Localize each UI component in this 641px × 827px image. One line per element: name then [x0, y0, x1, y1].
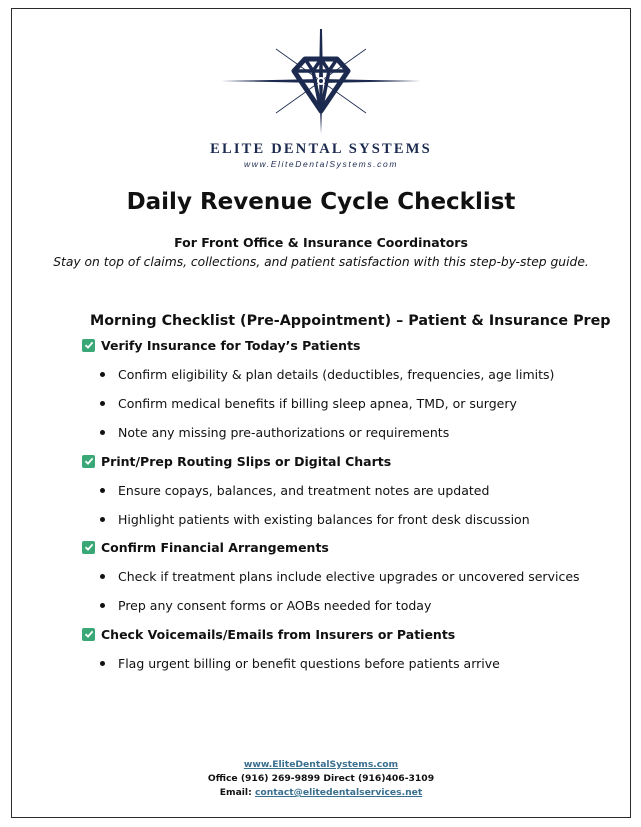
checklist-group-label: Confirm Financial Arrangements — [101, 539, 329, 555]
checkmark-icon — [82, 339, 95, 352]
bullet-icon — [100, 517, 105, 522]
list-item — [100, 654, 500, 672]
email-label: Email: — [219, 787, 255, 798]
bullet-icon — [100, 488, 105, 493]
company-name: ELITE DENTAL SYSTEMS — [210, 141, 432, 157]
checklist-group-verify-insurance — [82, 336, 360, 354]
diamond-star-logo-icon — [221, 29, 421, 134]
checklist-group-label: Print/Prep Routing Slips or Digital Charts — [101, 453, 392, 469]
checklist-group-financial-arrangements — [82, 538, 329, 556]
section-heading: Morning Checklist (Pre-Appointment) – Patient & Insurance Prep — [90, 313, 611, 329]
document-page — [11, 8, 631, 818]
list-item-text: Flag urgent billing or benefit questions before patients arrive — [118, 655, 500, 671]
email-link[interactable]: contact@elitedentalservices.net — [254, 787, 423, 798]
checkmark-icon — [82, 541, 95, 554]
website-link[interactable]: www.EliteDentalSystems.com — [243, 759, 399, 770]
footer-phones: Office (916) 269-9899 Direct (916)406-3109 — [207, 773, 435, 784]
list-item — [100, 481, 489, 499]
checklist-group-routing-slips — [82, 452, 391, 470]
bullet-icon — [100, 603, 105, 608]
list-item-text: Ensure copays, balances, and treatment notes are updated — [118, 482, 490, 498]
audience-subtitle: For Front Office & Insurance Coordinators — [174, 235, 468, 250]
list-item — [100, 596, 431, 614]
list-item-text: Note any missing pre-authorizations or requirements — [118, 424, 450, 440]
page-title: Daily Revenue Cycle Checklist — [126, 189, 516, 215]
checkmark-icon — [82, 455, 95, 468]
list-item-text: Check if treatment plans include elective upgrades or uncovered services — [118, 568, 580, 584]
list-item — [100, 365, 554, 383]
list-item — [100, 510, 530, 528]
bullet-icon — [100, 661, 105, 666]
checkmark-icon — [82, 628, 95, 641]
footer-website — [12, 759, 630, 770]
logo — [12, 29, 630, 134]
checklist-group-label: Verify Insurance for Today’s Patients — [101, 337, 361, 353]
list-item-text: Confirm medical benefits if billing sleep apnea, TMD, or surgery — [118, 395, 517, 411]
bullet-icon — [100, 430, 105, 435]
footer-email — [12, 787, 630, 798]
list-item-text: Confirm eligibility & plan details (deductibles, frequencies, age limits) — [118, 366, 555, 382]
list-item — [100, 423, 449, 441]
tagline: Stay on top of claims, collections, and patient satisfaction with this step-by-step guide. — [53, 255, 589, 269]
list-item — [100, 394, 517, 412]
company-url: www.EliteDentalSystems.com — [243, 159, 399, 169]
checklist-group-label: Check Voicemails/Emails from Insurers or Patients — [101, 626, 456, 642]
bullet-icon — [100, 574, 105, 579]
list-item-text: Prep any consent forms or AOBs needed for today — [118, 597, 432, 613]
list-item-text: Highlight patients with existing balances for front desk discussion — [118, 511, 530, 527]
bullet-icon — [100, 401, 105, 406]
checklist-group-voicemails — [82, 625, 455, 643]
list-item — [100, 567, 580, 585]
bullet-icon — [100, 372, 105, 377]
